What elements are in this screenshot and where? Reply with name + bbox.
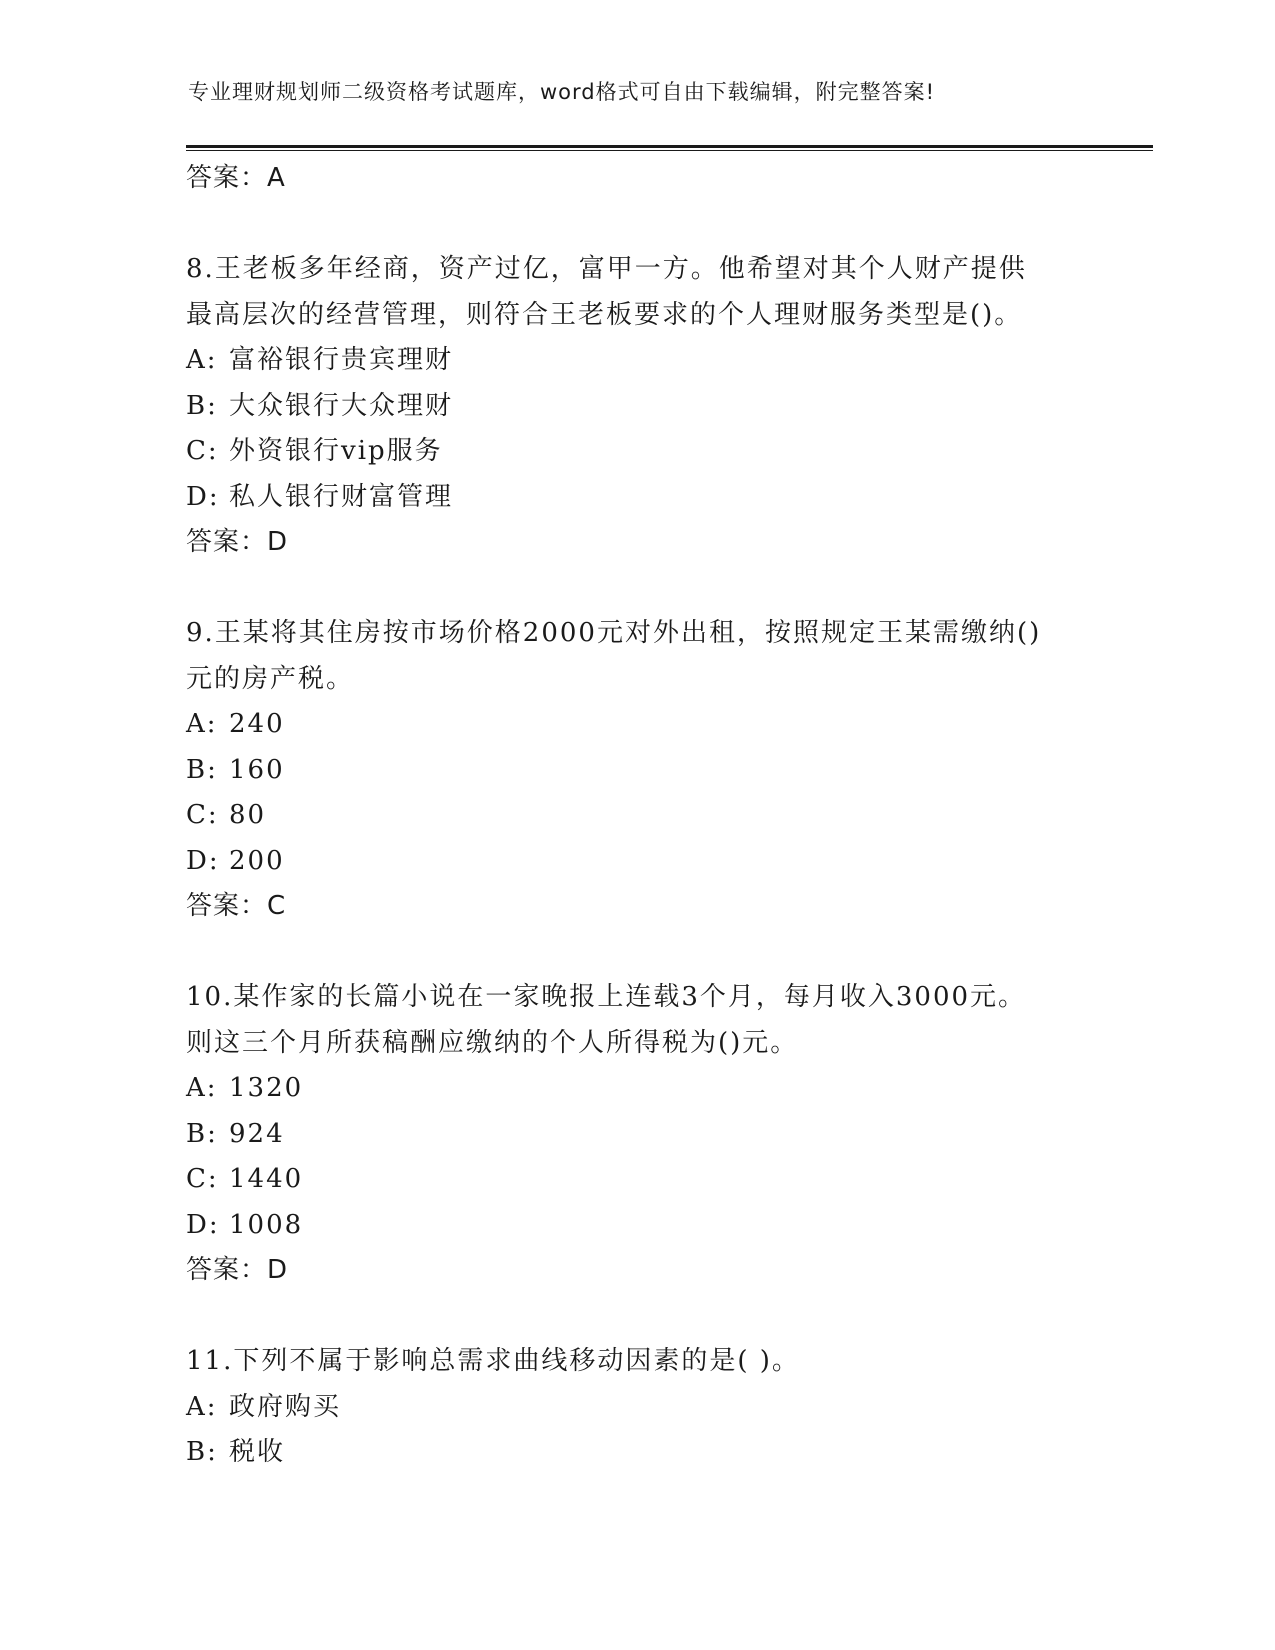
option-key: D: [186, 481, 220, 512]
option-a [186, 702, 1086, 748]
option-text: 富裕银行贵宾理财 [229, 345, 454, 375]
question-stem-line: 最高层次的经营管理，则符合王老板要求的个人理财服务类型是()。 [186, 299, 1023, 330]
answer-line: 答案：D [186, 527, 289, 557]
question-stem-line: 8.王老板多年经商，资产过亿，富甲一方。他希望对其个人财产提供 [186, 254, 1027, 284]
spacer [186, 1294, 1086, 1340]
header-rule-thick [186, 145, 1153, 148]
option-key: A: [186, 709, 218, 739]
option-b [186, 748, 1086, 794]
option-text: 税收 [229, 1437, 286, 1467]
option-key: D: [186, 845, 220, 876]
answer-line: 答案：D [186, 1255, 289, 1285]
option-c [186, 429, 1086, 475]
option-text: 政府购买 [229, 1391, 342, 1422]
spacer [186, 202, 1086, 248]
option-key: D: [186, 1209, 220, 1240]
option-d [186, 839, 1086, 885]
previous-answer: 答案：A [186, 163, 286, 193]
option-c [186, 793, 1086, 839]
option-key: A: [186, 1391, 218, 1422]
option-text: 1320 [229, 1073, 304, 1103]
option-a [186, 338, 1086, 384]
question-11 [186, 1339, 1086, 1476]
option-key: A: [186, 1073, 218, 1103]
option-text: 80 [229, 800, 267, 830]
answer-line: 答案：C [186, 891, 287, 921]
option-text: 1008 [229, 1209, 304, 1240]
page-header: 专业理财规划师二级资格考试题库，word格式可自由下载编辑，附完整答案! [188, 80, 936, 104]
option-d [186, 475, 1086, 521]
option-text: 私人银行财富管理 [229, 481, 454, 512]
option-d [186, 1203, 1086, 1249]
question-stem-line: 11.下列不属于影响总需求曲线移动因素的是( )。 [186, 1346, 800, 1376]
option-text: 大众银行大众理财 [229, 390, 454, 421]
header-rule-thin [186, 150, 1153, 151]
option-text: 1440 [229, 1164, 304, 1194]
question-9 [186, 611, 1086, 930]
spacer [186, 930, 1086, 976]
option-key: C: [186, 800, 219, 830]
option-key: B: [186, 1118, 218, 1149]
question-stem-line: 元的房产税。 [186, 663, 355, 694]
option-c [186, 1157, 1086, 1203]
option-key: B: [186, 390, 218, 421]
option-text: 160 [229, 754, 285, 785]
option-b [186, 384, 1086, 430]
option-key: A: [186, 345, 218, 375]
question-stem-line: 10.某作家的长篇小说在一家晚报上连载3个月，每月收入3000元。 [186, 982, 1027, 1012]
option-key: C: [186, 1164, 219, 1194]
question-stem-line: 则这三个月所获稿酬应缴纳的个人所得税为()元。 [186, 1027, 799, 1058]
option-key: B: [186, 754, 218, 785]
question-list [186, 156, 1086, 1476]
option-text: 924 [229, 1118, 285, 1149]
question-8 [186, 247, 1086, 566]
option-text: 外资银行vip服务 [229, 436, 443, 466]
option-key: C: [186, 436, 219, 466]
option-b [186, 1112, 1086, 1158]
question-stem-line: 9.王某将其住房按市场价格2000元对外出租，按照规定王某需缴纳() [186, 618, 1042, 648]
option-key: B: [186, 1437, 218, 1467]
option-text: 240 [229, 709, 285, 739]
option-a [186, 1066, 1086, 1112]
question-10 [186, 975, 1086, 1294]
option-text: 200 [229, 845, 285, 876]
option-a [186, 1385, 1086, 1431]
option-b [186, 1430, 1086, 1476]
spacer [186, 566, 1086, 612]
